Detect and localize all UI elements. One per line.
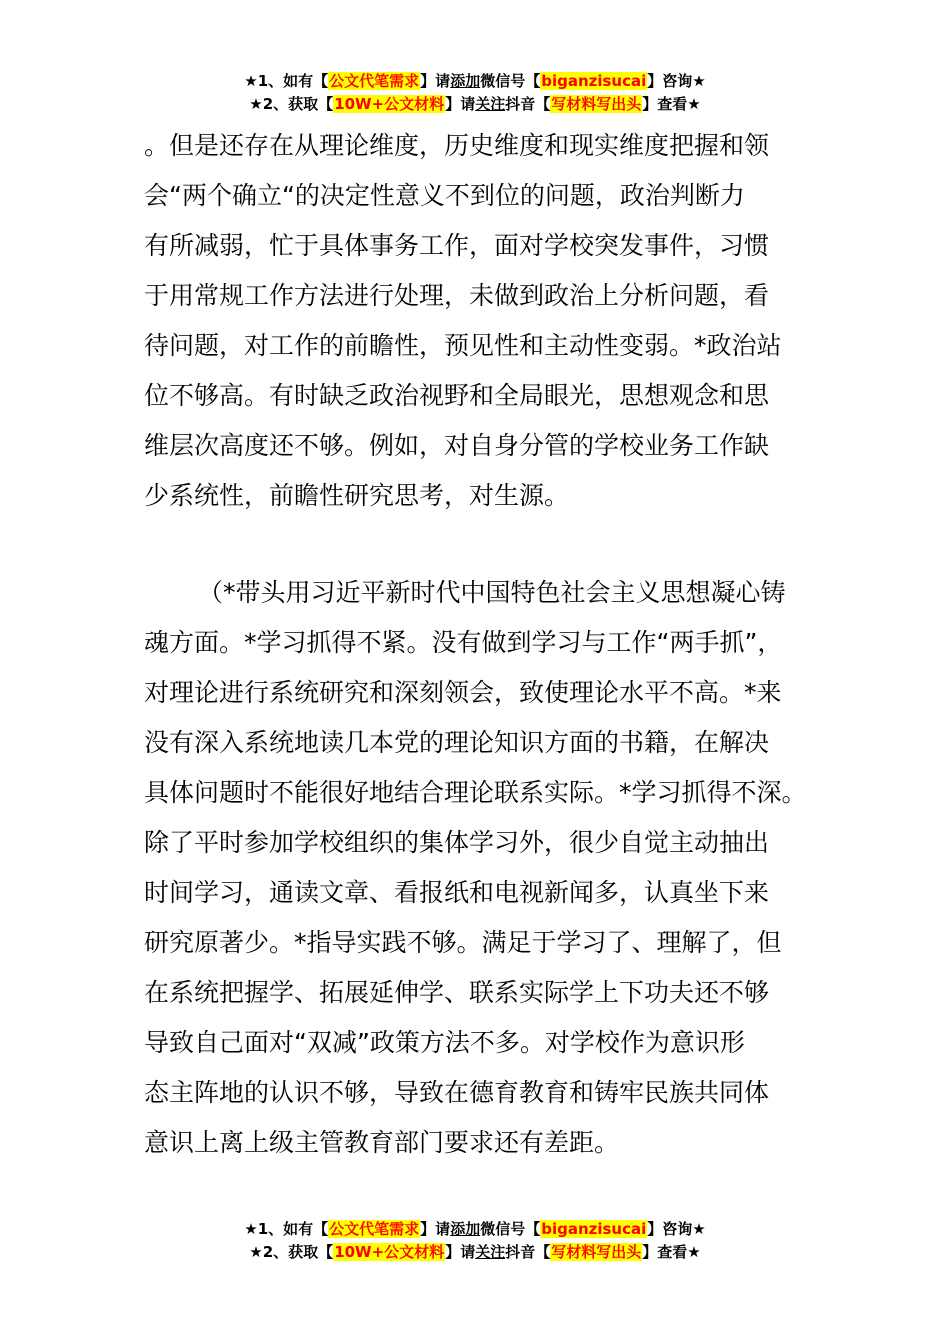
text-line: 对理论进行系统研究和深刻领会，致使理论水平不高。*来 <box>144 678 782 707</box>
text-line: 会“两个确立“的决定性意义不到位的问题，政治判断力 <box>144 181 745 210</box>
text-line: 于用常规工作方法进行处理，未做到政治上分析问题，看 <box>144 281 770 310</box>
text-line: 具体问题时不能很好地结合理论联系实际。*学习抓得不深。 <box>144 778 807 807</box>
highlight-wechat-id: biganzisucai <box>541 72 647 90</box>
text-line: 少系统性，前瞻性研究思考，对生源。 <box>144 481 570 510</box>
highlight-materials: 10W+公文材料 <box>334 95 445 113</box>
text-line: 。但是还存在从理论维度，历史维度和现实维度把握和领 <box>144 131 770 160</box>
highlight-douyin-id: 写材料写出头 <box>551 95 642 113</box>
header-banner <box>0 70 950 116</box>
text-line: 待问题，对工作的前瞻性，预见性和主动性变弱。*政治站 <box>144 331 782 360</box>
text-line: 导致自己面对“双减”政策方法不多。对学校作为意识形 <box>144 1028 745 1057</box>
banner-line-2: ★2、获取【10W+公文材料】请关注抖音【写材料写出头】查看★ <box>249 95 701 113</box>
footer-banner <box>0 1218 950 1264</box>
banner-line-1: ★1、如有【公文代笔需求】请添加微信号【biganzisucai】咨询★ <box>244 72 706 90</box>
text-line: 有所减弱，忙于具体事务工作，面对学校突发事件，习惯 <box>144 231 770 260</box>
text-line: 态主阵地的认识不够，导致在德育教育和铸牢民族共同体 <box>144 1078 770 1107</box>
text-line: 研究原著少。*指导实践不够。满足于学习了、理解了，但 <box>144 928 782 957</box>
highlight-wechat-id: biganzisucai <box>541 1220 647 1238</box>
text-line: 在系统把握学、拓展延伸学、联系实际学上下功夫还不够 <box>144 978 770 1007</box>
text-line: 意识上离上级主管教育部门要求还有差距。 <box>144 1128 620 1157</box>
text-line: 时间学习，通读文章、看报纸和电视新闻多，认真坐下来 <box>144 878 770 907</box>
banner-line-2: ★2、获取【10W+公文材料】请关注抖音【写材料写出头】查看★ <box>249 1243 701 1261</box>
highlight-douyin-id: 写材料写出头 <box>551 1243 642 1261</box>
text-line: 没有深入系统地读几本党的理论知识方面的书籍，在解决 <box>144 728 770 757</box>
text-line: 维层次高度还不够。例如，对自身分管的学校业务工作缺 <box>144 431 770 460</box>
text-line: 魂方面。*学习抓得不紧。没有做到学习与工作“两手抓”， <box>144 628 783 657</box>
highlight-service: 公文代笔需求 <box>329 1220 420 1238</box>
paragraph-1 <box>144 121 824 521</box>
highlight-materials: 10W+公文材料 <box>334 1243 445 1261</box>
text-line: （*带头用习近平新时代中国特色社会主义思想凝心铸 <box>198 578 786 607</box>
text-line: 位不够高。有时缺乏政治视野和全局眼光，思想观念和思 <box>144 381 770 410</box>
paragraph-2 <box>144 568 824 1168</box>
highlight-service: 公文代笔需求 <box>329 72 420 90</box>
banner-line-1: ★1、如有【公文代笔需求】请添加微信号【biganzisucai】咨询★ <box>244 1220 706 1238</box>
text-line: 除了平时参加学校组织的集体学习外，很少自觉主动抽出 <box>144 828 770 857</box>
